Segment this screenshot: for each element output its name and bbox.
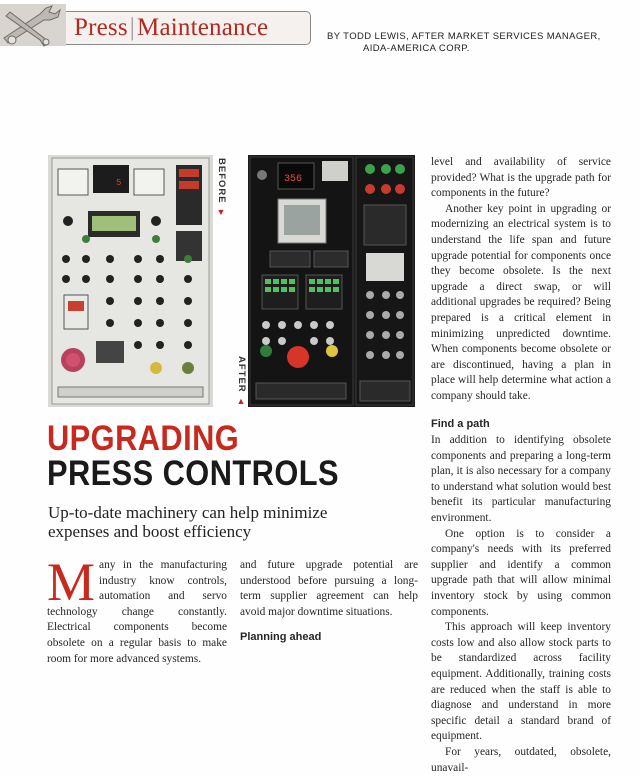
column-2-text: and future upgrade potential are understood before pursuing a long-term supplier agreement can help avoid major downtime situations.: [240, 559, 418, 618]
column-3-paragraph-6: For years, outdated, obsolete, unavail-: [431, 745, 611, 774]
column-3-paragraph-1: level and availability of service provided? What is the upgrade path for components in the future?: [431, 156, 611, 200]
after-triangle-icon: ▲: [236, 396, 246, 408]
title-divider: |: [129, 14, 136, 41]
masthead: [0, 0, 318, 50]
before-label-text: BEFORE: [216, 158, 227, 204]
section-title: [74, 14, 268, 42]
before-triangle-icon: ▼: [216, 207, 226, 219]
section-title-part2: Maintenance: [137, 14, 269, 41]
column-3-paragraph-2: Another key point in upgrading or modernizing an electrical system is to understand the life span and future upgrade potential for components once they become obsolete. Is the next upgrade a direct swap, or will additional upgrades be required? Being prepared is a critical element in minimizing unpredicted downtime. When components become obsolete or are discontinued, having a plan in place will help determine what action a company should take.: [431, 202, 611, 402]
headline-line1: UPGRADING: [47, 419, 240, 458]
column-3-paragraph-3: In addition to identifying obsolete components and preparing a long-term plan, it is also necessary for a company to understand what solution would best benefit its particular manufacturing environment.: [431, 434, 611, 525]
after-display-value: 356: [284, 174, 303, 185]
drop-cap: M: [47, 552, 96, 612]
byline-line2: AIDA-AMERICA CORP.: [363, 43, 470, 54]
subhead-find-a-path: Find a path: [431, 417, 490, 430]
headline-line2: PRESS CONTROLS: [47, 454, 339, 493]
byline-line1: BY TODD LEWIS, AFTER MARKET SERVICES MANAGER,: [327, 31, 601, 42]
deck: Up-to-date machinery can help minimize expenses and boost efficiency: [48, 503, 328, 541]
before-display-value: 5: [116, 178, 122, 188]
column-1-text: any in the manufacturing industry know controls, automation and servo technology change constantly. Electrical components become obsolete on a regular basis to make room for more advanced systems.: [47, 559, 227, 665]
after-label-text: AFTER: [236, 356, 247, 393]
after-label: [236, 356, 247, 407]
after-photo: [248, 155, 415, 407]
section-title-part1: Press: [74, 14, 128, 41]
byline: [327, 31, 601, 55]
column-3-paragraph-4: One option is to consider a company's needs with its preferred supplier and identify a common upgrade path that will allow minimal inventory stock by using common components.: [431, 527, 611, 618]
before-label: [216, 158, 227, 218]
column-3: [431, 155, 611, 776]
wrench-logo-icon: [0, 0, 72, 50]
column-3-paragraph-5: This approach will keep inventory costs low and also allow stock parts to be standardized across facility equipment. Additionally, training costs are reduced when the staff is able to diagnose and understand in more specific detail a standard brand of equipment.: [431, 621, 611, 743]
column-2: [240, 558, 418, 647]
subhead-planning-ahead: Planning ahead: [240, 631, 322, 644]
before-photo: [48, 155, 213, 407]
column-1: [47, 552, 227, 667]
